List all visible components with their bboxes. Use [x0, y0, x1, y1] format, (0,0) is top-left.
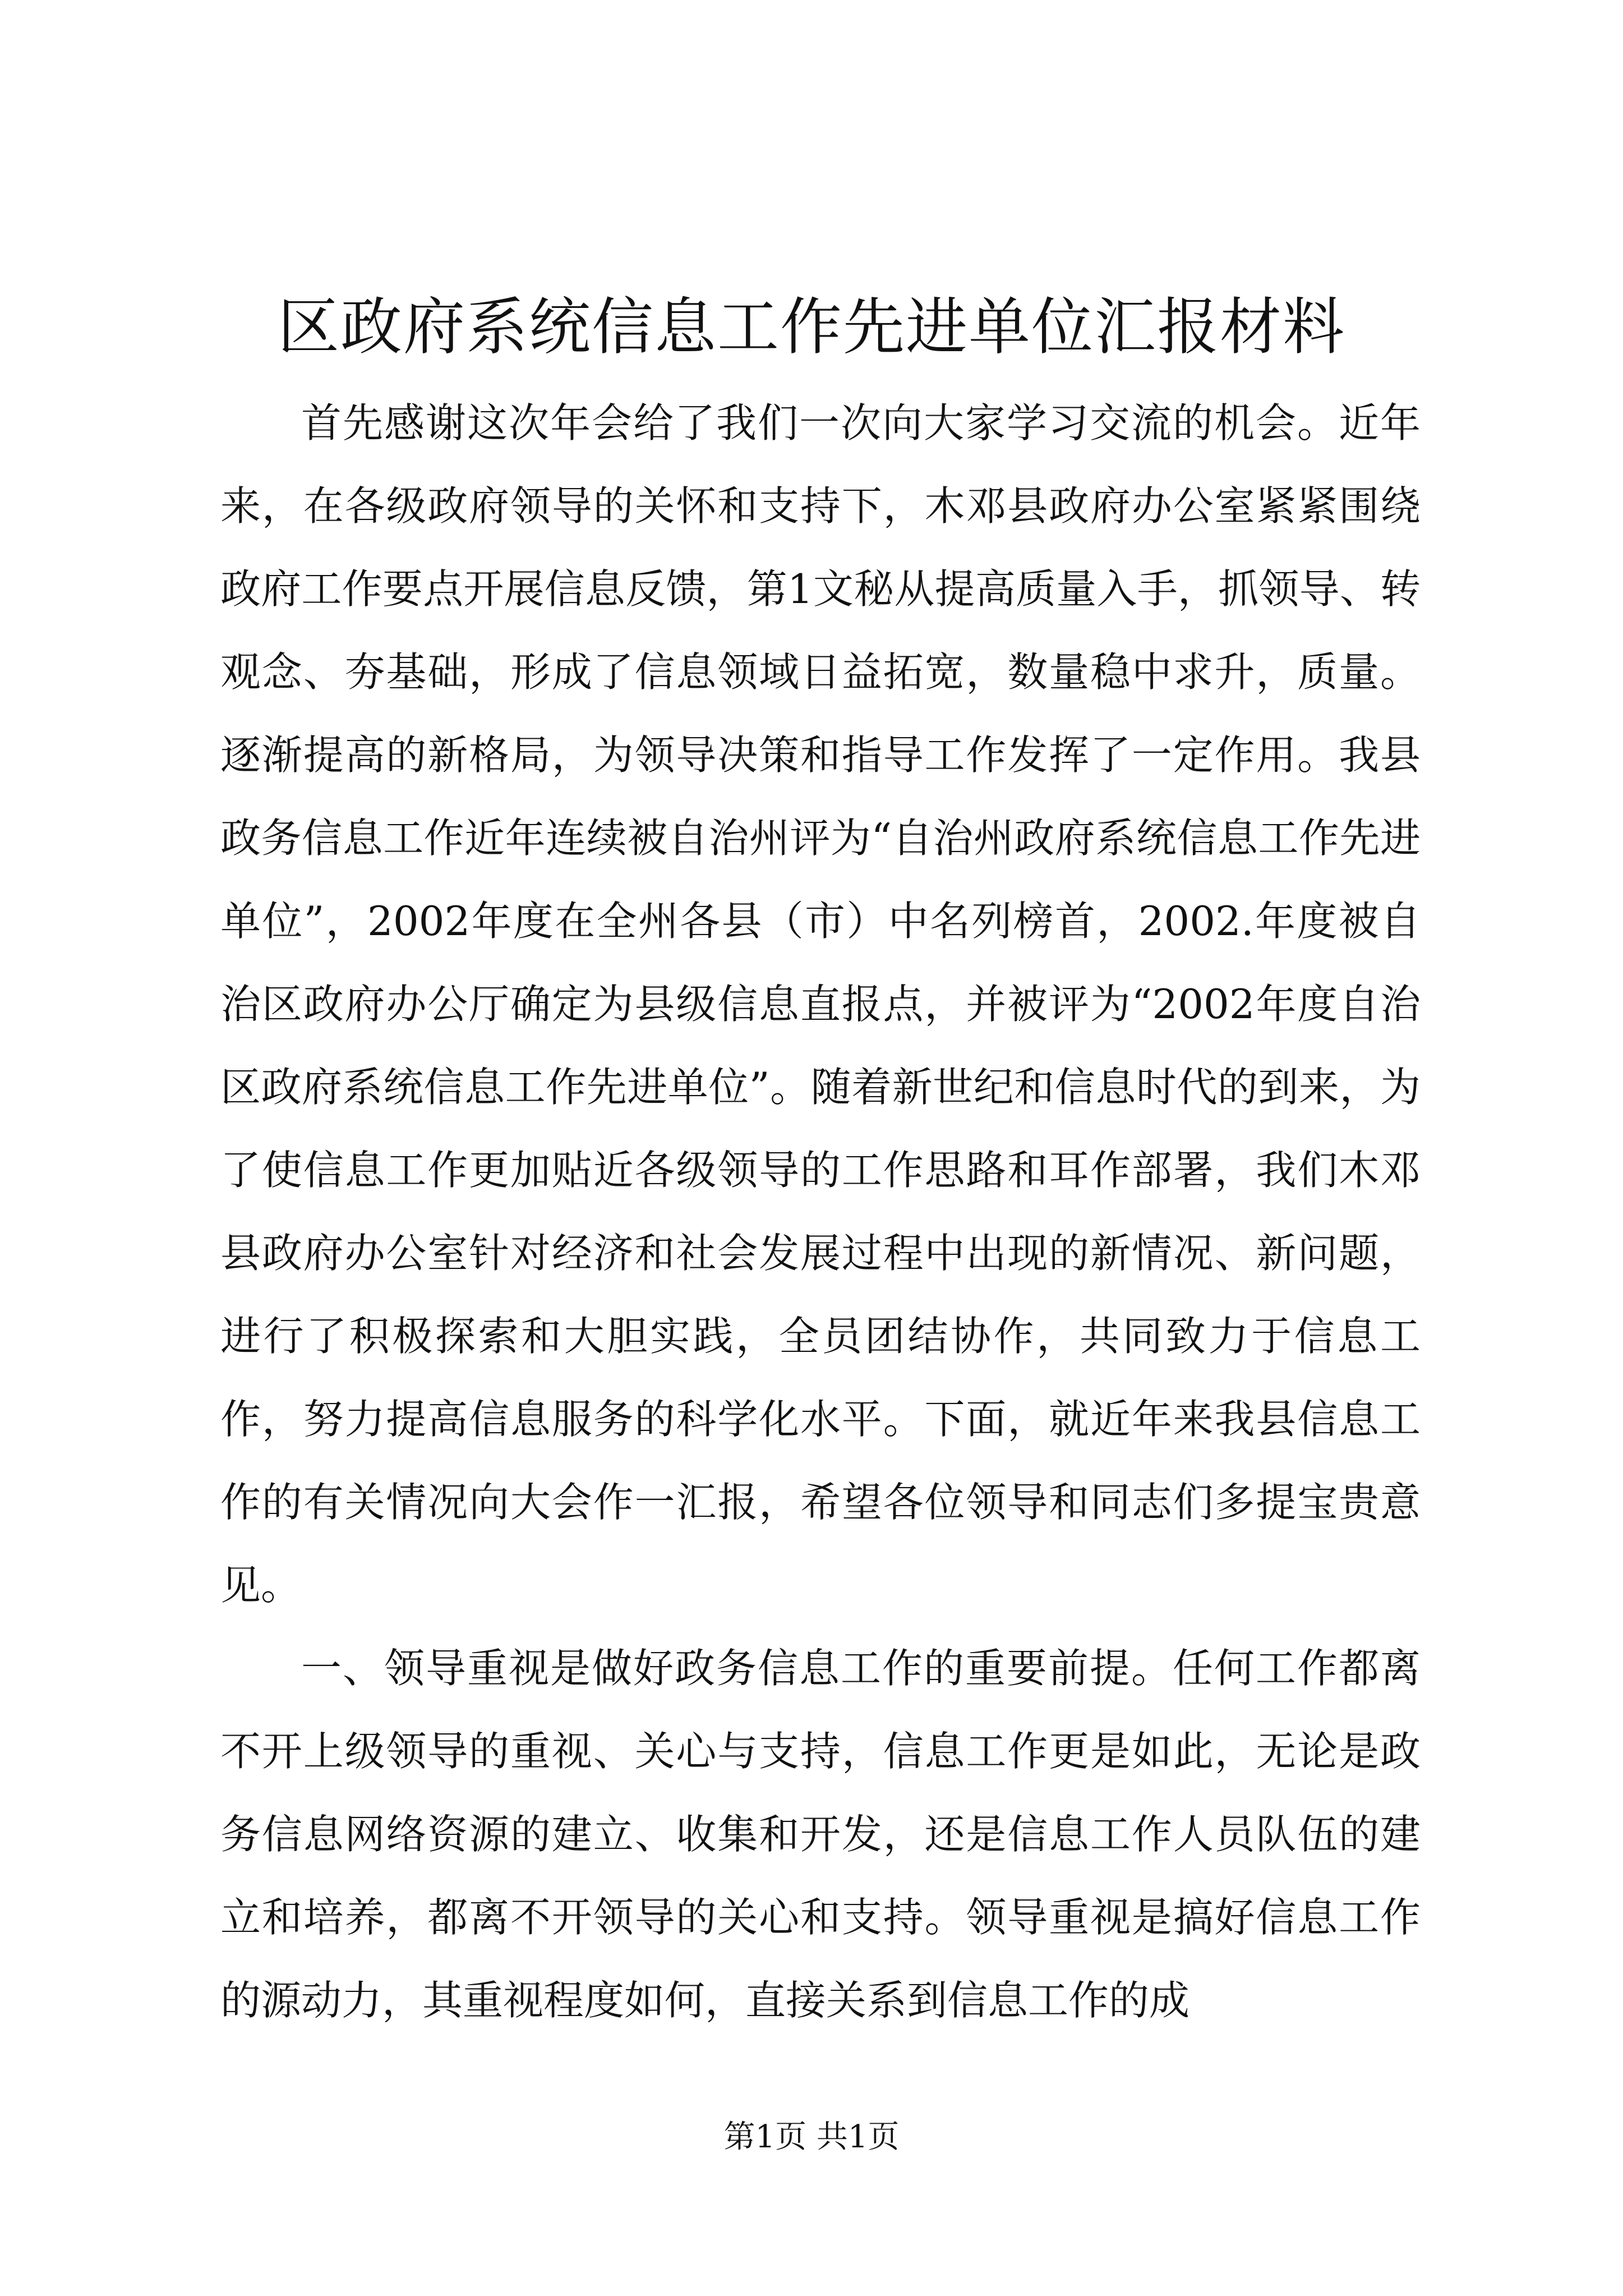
- document-body: [220, 381, 1421, 2042]
- page-footer: 第1页 共1页: [723, 2119, 900, 2155]
- document-title: 区政府系统信息工作先进单位汇报材料: [278, 291, 1345, 363]
- paragraph-intro: 首先感谢这次年会给了我们一次向大家学习交流的机会。近年来，在各级政府领导的关怀和支持下，木邓县政府办公室紧紧围绕政府工作要点开展信息反馈，第1文秘从提高质量入手，抓领导、转观念、夯基础，形成了信息领域日益拓宽，数量稳中求升，质量。逐渐提高的新格局，为领导决策和指导工作发挥了一定作用。我县政务信息工作近年连续被自治州评为“自治州政府系统信息工作先进单位”，2002年度在全州各县（市）中名列榜首，2002.年度被自治区政府办公厅确定为县级信息直报点，并被评为“2002年度自治区政府系统信息工作先进单位”。随着新世纪和信息时代的到来，为了使信息工作更加贴近各级领导的工作思路和耳作部署，我们木邓县政府办公室针对经济和社会发展过程中出现的新情况、新问题，进行了积极探索和大胆实践，全员团结协作，共同致力于信息工作，努力提高信息服务的科学化水平。下面，就近年来我县信息工作的有关情况向大会作一汇报，希望各位领导和同志们多提宝贵意见。: [220, 399, 1421, 1609]
- paragraph-section-one: 一、领导重视是做好政务信息工作的重要前提。任何工作都离不开上级领导的重视、关心与支持，信息工作更是如此，无论是政务信息网络资源的建立、收集和开发，还是信息工作人员队伍的建立和培养，都离不开领导的关心和支持。领导重视是搞好信息工作的源动力，其重视程度如何，直接关系到信息工作的成: [220, 1645, 1421, 2024]
